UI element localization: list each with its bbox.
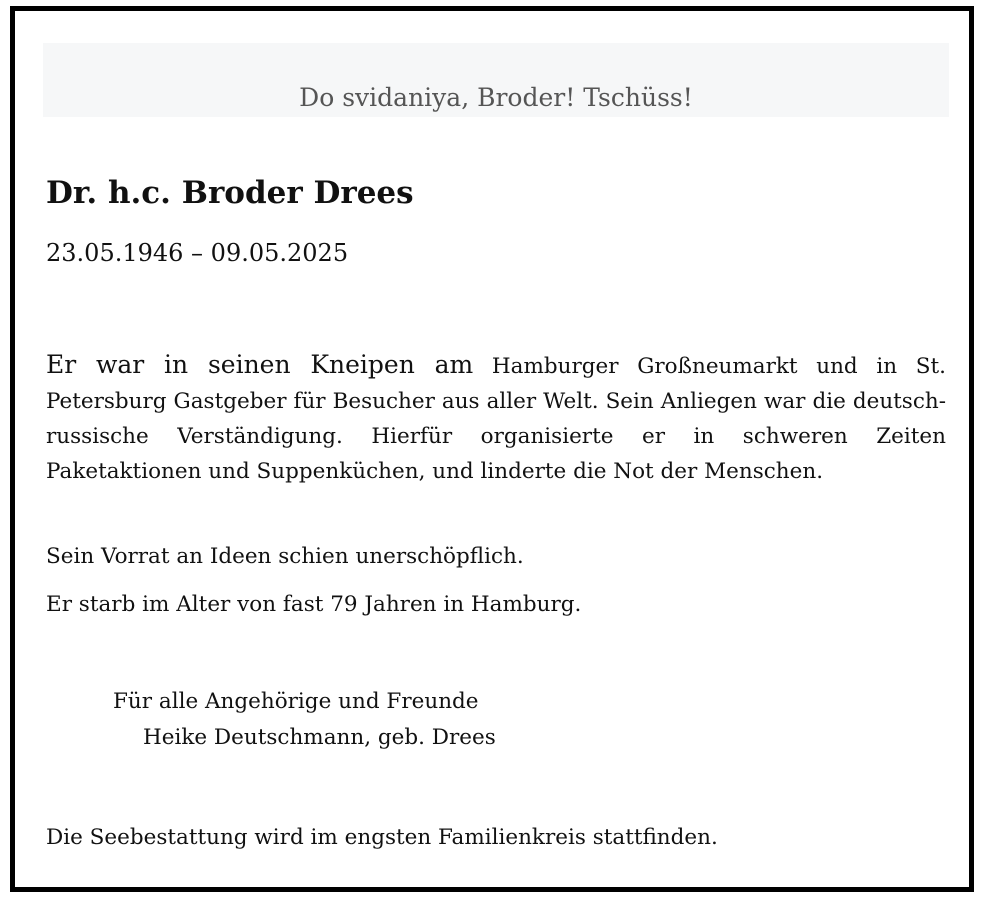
farewell-banner bbox=[43, 43, 949, 117]
death-paragraph: Er starb im Alter von fast 79 Jahren in Hamburg. bbox=[46, 592, 582, 617]
signature-line-name: Heike Deutschmann, geb. Drees bbox=[143, 725, 496, 750]
ideas-paragraph: Sein Vorrat an Ideen schien unerschöpflich. bbox=[46, 544, 524, 569]
farewell-banner-text: Do svidaniya, Broder! Tschüss! bbox=[299, 83, 693, 112]
biography-lead-text: Er war in seinen Kneipen am bbox=[46, 350, 474, 379]
life-dates: 23.05.1946 – 09.05.2025 bbox=[46, 239, 349, 267]
biography-rest-text: Hamburger Großneumarkt und in St. Petersburg Gastgeber für Besucher aus aller Welt. Sein Anliegen war die deutsch-russische Verständigung. Hierfür organisierte er in schweren Zeiten Paketaktionen und Suppenküchen, und linderte die Not der Menschen. bbox=[46, 354, 946, 484]
deceased-name: Dr. h.c. Broder Drees bbox=[46, 175, 414, 211]
signature-line-mourners: Für alle Angehörige und Freunde bbox=[113, 689, 479, 714]
burial-notice: Die Seebestattung wird im engsten Familienkreis stattfinden. bbox=[46, 825, 718, 850]
biography-paragraph bbox=[46, 347, 946, 489]
obituary-frame bbox=[10, 6, 974, 892]
